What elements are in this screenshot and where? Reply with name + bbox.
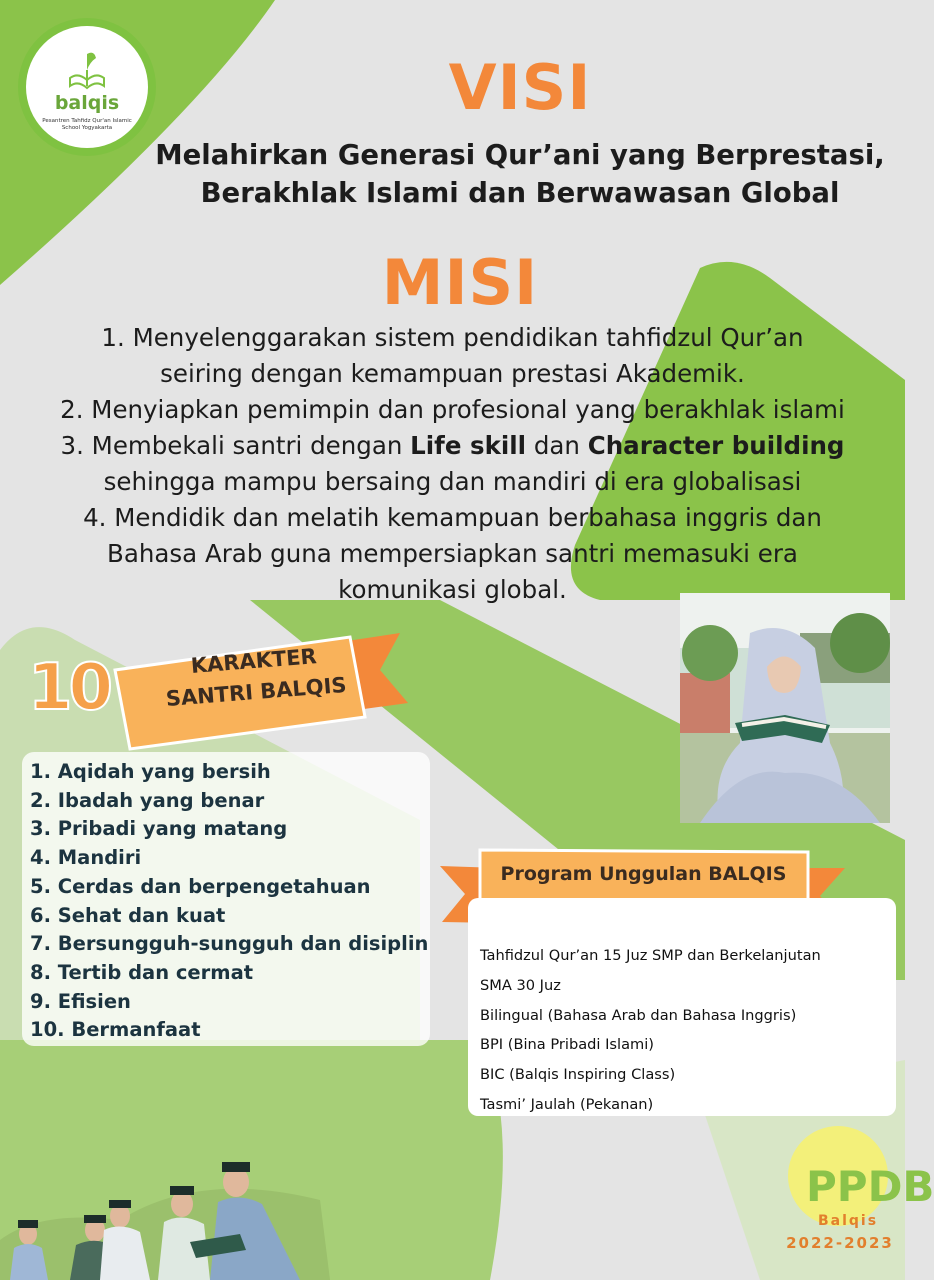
program-title: Program Unggulan BALQIS — [500, 863, 787, 885]
misi-line: 4. Mendidik dan melatih kemampuan berbahasa inggris dan — [83, 503, 822, 532]
student-reading-photo — [680, 593, 890, 823]
misi-line: seiring dengan kemampuan prestasi Akademik. — [160, 359, 745, 388]
list-item: BPI (Bina Pribadi Islami) — [480, 1036, 654, 1054]
list-item: 7. Bersungguh-sungguh dan disiplin — [30, 932, 429, 956]
misi-bold-text: Life skill — [410, 431, 527, 460]
book-leaf-icon — [66, 48, 108, 92]
misi-line: 2. Menyiapkan pemimpin dan profesional yang berakhlak islami — [60, 395, 845, 424]
visi-title: VISI — [448, 51, 592, 124]
visi-line: Melahirkan Generasi Qur’ani yang Berprestasi, — [155, 139, 885, 171]
list-item: Tahfidzul Qur’an 15 Juz SMP dan Berkelanjutan — [480, 947, 821, 964]
visi-text — [130, 136, 910, 212]
misi-line: 1. Menyelenggarakan sistem pendidikan tahfidzul Qur’an — [101, 323, 804, 352]
ppdb-school: Balqis — [817, 1213, 879, 1229]
ppdb-label: PPDB — [806, 1162, 934, 1211]
list-item: Bilingual (Bahasa Arab dan Bahasa Inggris) — [480, 1006, 797, 1024]
misi-bold-text: Character building — [587, 431, 845, 460]
karakter-list — [30, 758, 430, 1045]
misi-title: MISI — [381, 246, 539, 319]
karakter-number: 10 — [28, 651, 110, 725]
program-list — [480, 941, 900, 1120]
visi-line: Berakhlak Islami dan Berwawasan Global — [200, 177, 840, 209]
list-item: Tasmi’ Jaulah (Pekanan) — [480, 1095, 654, 1113]
list-item: 1. Aqidah yang bersih — [30, 760, 271, 783]
banner-line: KARAKTER — [189, 644, 318, 678]
misi-text: dan — [526, 431, 588, 460]
list-item: 5. Cerdas dan berpengetahuan — [30, 874, 371, 898]
misi-text: 3. Membekali santri dengan — [60, 431, 411, 460]
misi-line: Bahasa Arab guna mempersiapkan santri memasuki era — [107, 539, 798, 568]
list-item: SMA 30 Juz — [480, 976, 561, 994]
misi-line — [0, 428, 905, 464]
list-item: 3. Pribadi yang matang — [30, 817, 288, 841]
misi-line: sehingga mampu bersaing dan mandiri di era globalisasi — [103, 467, 802, 496]
list-item: 9. Efisien — [30, 989, 131, 1013]
misi-line: komunikasi global. — [338, 575, 567, 604]
logo-tagline: Pesantren Tahfidz Qur'an Islamic School Yogyakarta — [42, 118, 132, 131]
misi-list — [0, 320, 905, 608]
list-item: 4. Mandiri — [30, 846, 142, 870]
list-item: 2. Ibadah yang benar — [30, 788, 265, 812]
ppdb-year: 2022-2023 — [786, 1234, 894, 1252]
list-item: 10. Bermanfaat — [30, 1018, 201, 1042]
banner-line: SANTRI BALQIS — [164, 672, 348, 712]
list-item: BIC (Balqis Inspiring Class) — [480, 1066, 676, 1084]
students-reading-photo — [0, 1130, 330, 1280]
logo-name: balqis — [54, 92, 120, 114]
list-item: 6. Sehat dan kuat — [30, 903, 226, 927]
list-item: 8. Tertib dan cermat — [30, 960, 254, 984]
